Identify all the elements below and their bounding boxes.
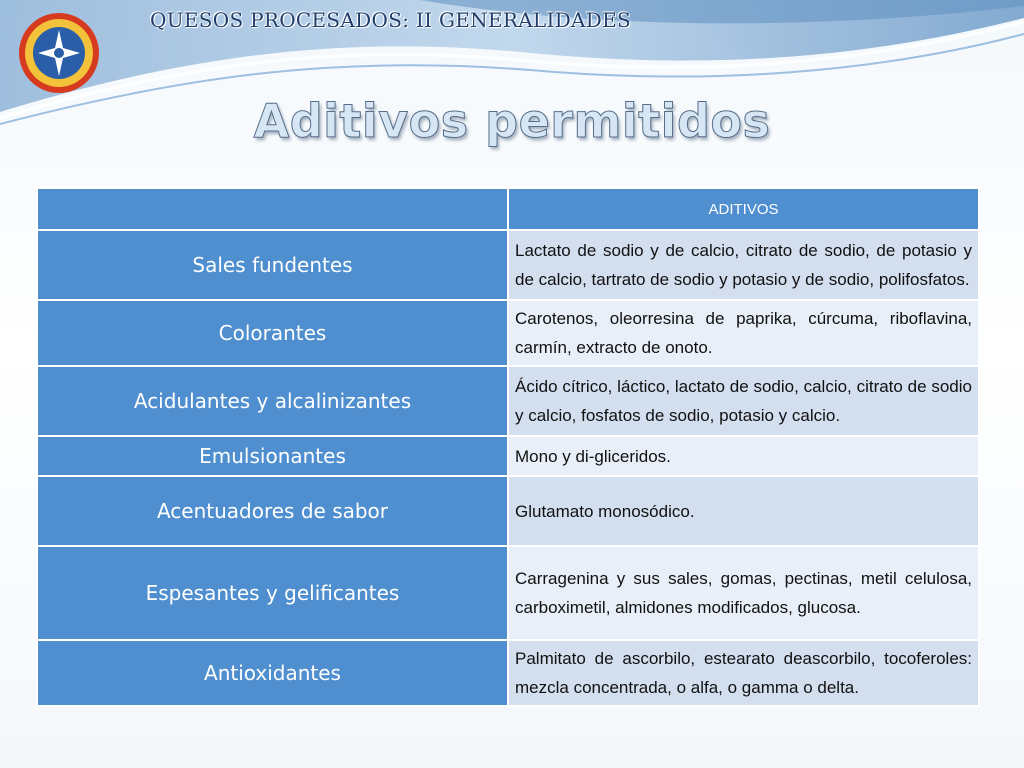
university-seal-icon [18,12,100,94]
table-row [37,436,979,476]
column-header-aditivos: ADITIVOS [508,188,979,230]
table-row [37,546,979,640]
category-cell: Colorantes [37,300,508,366]
category-cell: Acentuadores de sabor [37,476,508,546]
description-cell: Palmitato de ascorbilo, estearato deascorbilo, tocoferoles: mezcla concentrada, o alfa, o gamma o delta. [508,640,979,706]
description-cell: Carragenina y sus sales, gomas, pectinas, metil celulosa, carboximetil, almidones modificados, glucosa. [508,546,979,640]
description-cell: Lactato de sodio y de calcio, citrato de sodio, de potasio y de calcio, tartrato de sodio y potasio y de sodio, polifosfatos. [508,230,979,300]
description-cell: Ácido cítrico, láctico, lactato de sodio, calcio, citrato de sodio y calcio, fosfatos de sodio, potasio y calcio. [508,366,979,436]
table-row [37,300,979,366]
table-row [37,476,979,546]
description-cell: Mono y di-gliceridos. [508,436,979,476]
table-row [37,366,979,436]
slide-title: Aditivos permitidos [253,94,771,148]
additives-table [36,187,980,707]
table-row [37,640,979,706]
category-cell: Sales fundentes [37,230,508,300]
category-cell: Acidulantes y alcalinizantes [37,366,508,436]
presentation-header-title: QUESOS PROCESADOS: II GENERALIDADES [150,8,632,32]
table-header-row [37,188,979,230]
description-cell: Carotenos, oleorresina de paprika, cúrcuma, riboflavina, carmín, extracto de onoto. [508,300,979,366]
category-cell: Espesantes y gelificantes [37,546,508,640]
table-row [37,230,979,300]
description-cell: Glutamato monosódico. [508,476,979,546]
category-cell: Antioxidantes [37,640,508,706]
category-cell: Emulsionantes [37,436,508,476]
table-corner-cell [37,188,508,230]
